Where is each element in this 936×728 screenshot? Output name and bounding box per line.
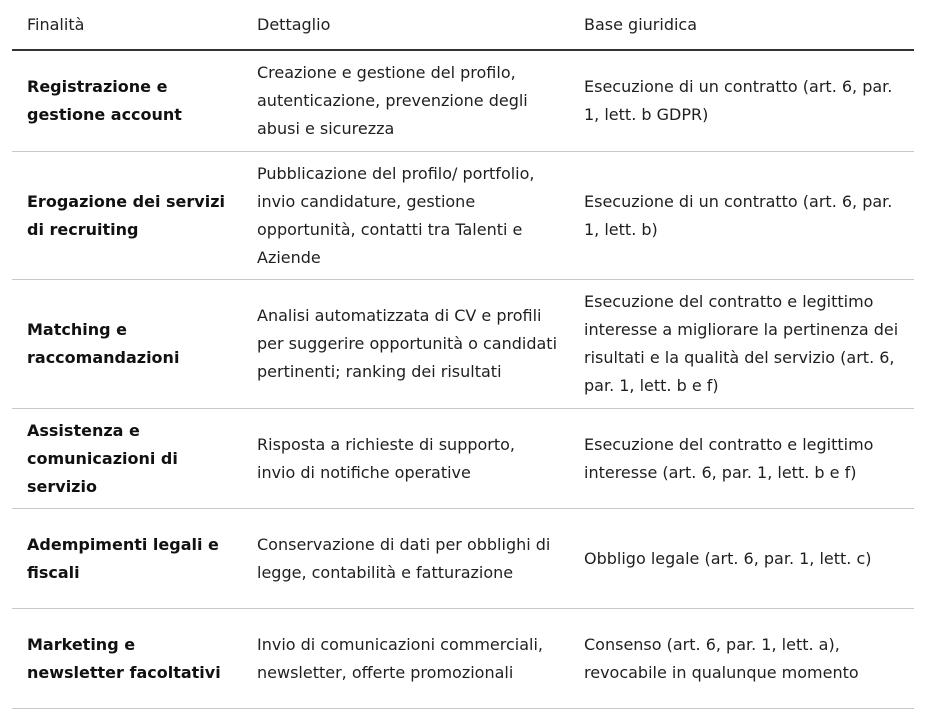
header-purpose: Finalità <box>27 14 85 34</box>
table-row <box>12 280 914 409</box>
header-legal-basis: Base giuridica <box>584 14 698 34</box>
table-header-row <box>12 0 914 51</box>
processing-purposes-table <box>12 0 914 709</box>
detail-cell: Analisi automatizzata di CV e profili per suggerire opportunità o candidati pertinenti; ranking dei risultati <box>257 306 558 381</box>
legal-basis-cell: Obbligo legale (art. 6, par. 1, lett. c) <box>584 548 872 568</box>
purpose-cell: Assistenza e comunicazioni di servizio <box>27 420 178 496</box>
table-row <box>12 51 914 152</box>
detail-cell: Pubblicazione del profilo/ portfolio, invio candidature, gestione opportunità, contatti tra Talenti e Aziende <box>257 163 535 267</box>
legal-basis-cell: Esecuzione di un contratto (art. 6, par. 1, lett. b GDPR) <box>584 77 893 124</box>
legal-basis-cell: Esecuzione del contratto e legittimo interesse a migliorare la pertinenza dei risultati e la qualità del servizio (art. 6, par. 1, lett. b e f) <box>584 292 899 395</box>
purpose-cell: Matching e raccomandazioni <box>27 320 180 367</box>
legal-basis-cell: Consenso (art. 6, par. 1, lett. a), revocabile in qualunque momento <box>584 634 859 682</box>
detail-cell: Conservazione di dati per obblighi di legge, contabilità e fatturazione <box>257 534 551 582</box>
table-row <box>12 409 914 509</box>
legal-basis-cell: Esecuzione del contratto e legittimo interesse (art. 6, par. 1, lett. b e f) <box>584 434 874 482</box>
detail-cell: Risposta a richieste di supporto, invio di notifiche operative <box>257 434 516 482</box>
table-row <box>12 152 914 280</box>
purpose-cell: Adempimenti legali e fiscali <box>27 534 219 582</box>
purpose-cell: Marketing e newsletter facoltativi <box>27 634 221 682</box>
purpose-cell: Registrazione e gestione account <box>27 77 182 124</box>
table-row <box>12 609 914 709</box>
legal-basis-cell: Esecuzione di un contratto (art. 6, par. 1, lett. b) <box>584 191 893 239</box>
header-detail: Dettaglio <box>257 14 331 34</box>
detail-cell: Invio di comunicazioni commerciali, newsletter, offerte promozionali <box>257 634 543 682</box>
detail-cell: Creazione e gestione del profilo, autenticazione, prevenzione degli abusi e sicurezza <box>257 63 528 138</box>
table-row <box>12 509 914 609</box>
purpose-cell: Erogazione dei servizi di recruiting <box>27 191 225 239</box>
